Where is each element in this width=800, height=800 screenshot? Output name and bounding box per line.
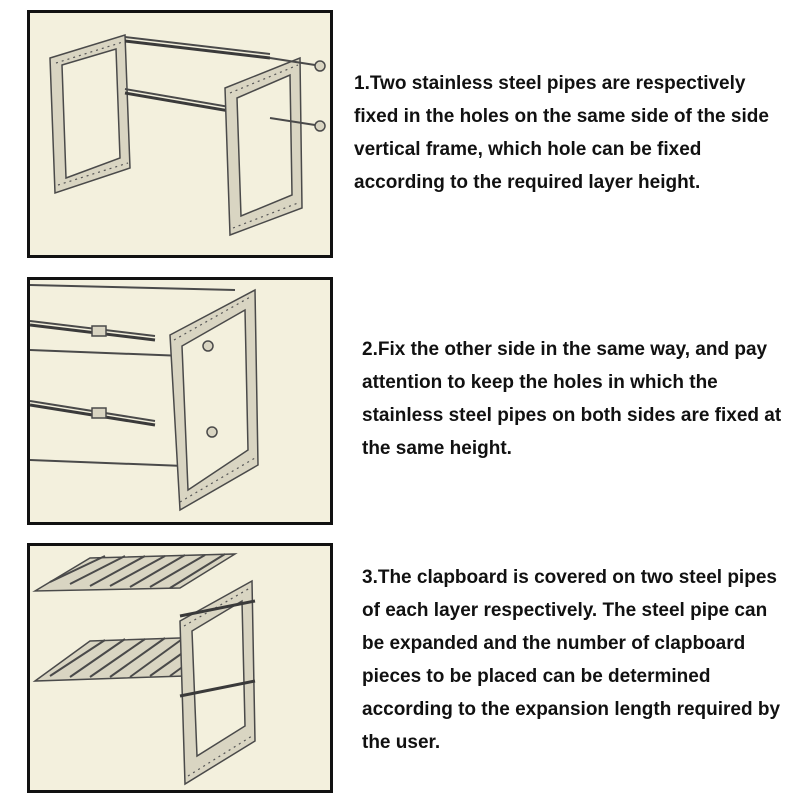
step-1-text: 1.Two stainless steel pipes are respectively fixed in the holes on the same side of the side vertical frame, which hole can be fixed according to the required layer height.: [354, 73, 769, 193]
step-2-illustration: [27, 277, 333, 525]
rack-with-clapboards-icon: [30, 546, 330, 790]
step-3-text: 3.The clapboard is covered on two steel pipes of each layer respectively. The steel pipe can be expanded and the number of clapboard pieces to be placed can be determined according to the expansion length required by the user.: [362, 567, 781, 753]
step-1-illustration: [27, 10, 333, 258]
instruction-step-2: [0, 265, 800, 535]
rack-second-side-frame-icon: [30, 280, 330, 522]
step-2-text: 2.Fix the other side in the same way, and pay attention to keep the holes in which the stainless steel pipes on both sides are fixed at the same height.: [362, 339, 782, 459]
instruction-step-1: [0, 0, 800, 265]
rack-side-frame-with-pipes-icon: [30, 13, 330, 255]
step-3-illustration: [27, 543, 333, 793]
instruction-step-3: [0, 535, 800, 800]
